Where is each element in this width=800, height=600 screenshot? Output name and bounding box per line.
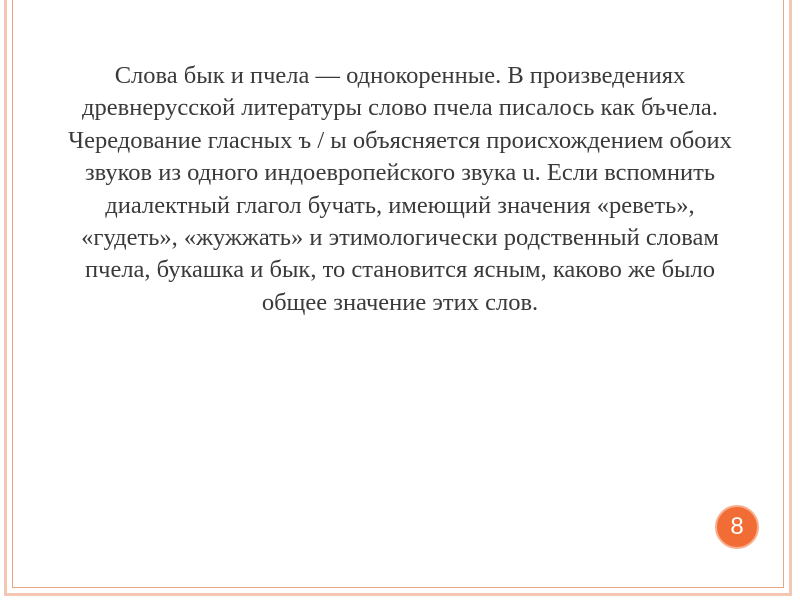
page-number-badge: 8 (715, 505, 759, 549)
slide-body-text: Слова бык и пчела — однокоренные. В произведениях древнерусской литературы слово пчела писалось как бъчела. Чередование гласных ъ / ы объясняется происхождением обоих звуков из одного индоевропейского звука u. Если вспомнить диалектный глагол бучать, имеющий значения «реветь», «гудеть», «жужжать» и этимологически родственный словам пчела, букашка и бык, то становится ясным, каково же было общее значение этих слов. (68, 62, 732, 316)
